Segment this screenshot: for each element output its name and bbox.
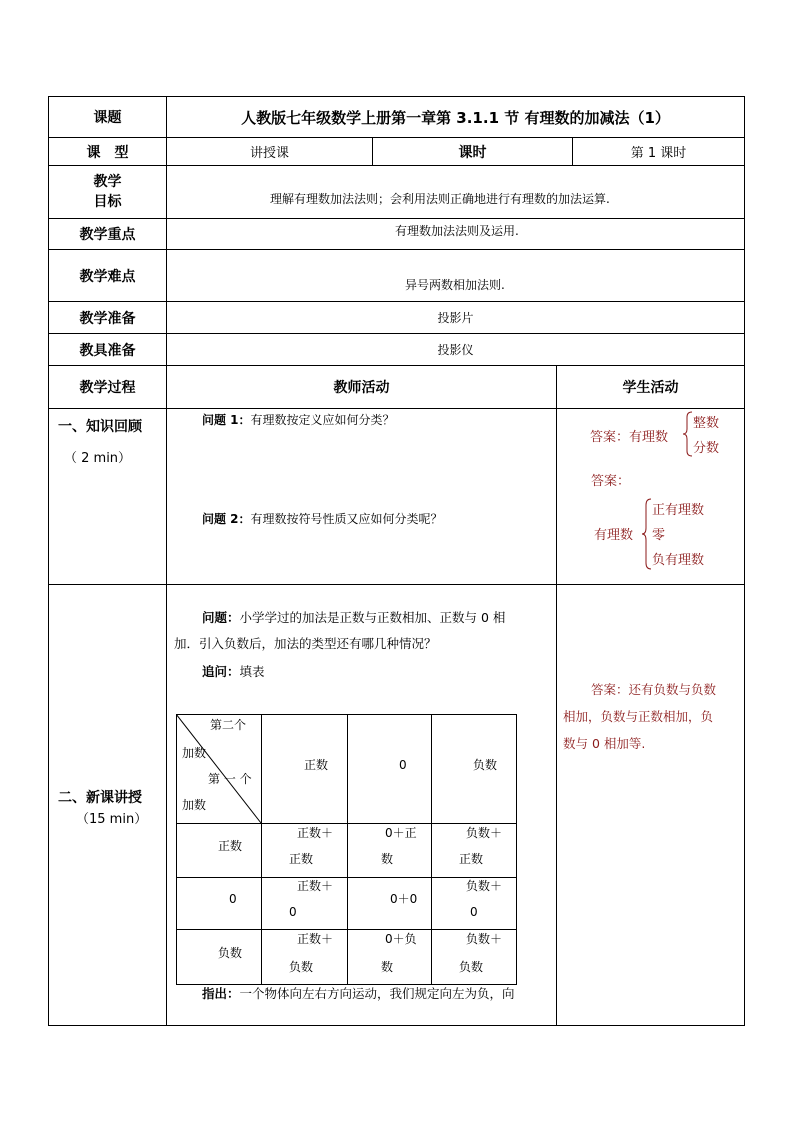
table-cell: 正数＋ (297, 932, 334, 946)
lesson-title: 人教版七年级数学上册第一章第 3.1.1 节 有理数的加减法（1） (241, 108, 670, 127)
teacher-activity-header: 教师活动 (333, 380, 390, 396)
table-cell: 正数＋ (297, 879, 334, 893)
question-1-text: 有理数按定义应如何分类？ (250, 413, 395, 427)
left-brace-icon (683, 411, 693, 457)
goal-value: 理解有理数加法法则；会利用法则正确地进行有理数的加法运算. (270, 192, 610, 206)
table-cell: 0＋0 (390, 892, 418, 906)
answer-2-root: 有理数 (594, 528, 634, 543)
type-label: 课 型 (86, 144, 129, 161)
table-cell: 正数 (459, 852, 484, 866)
period-label: 课时 (458, 144, 487, 161)
tool-label: 教具准备 (79, 342, 136, 359)
corner-first-addend-2: 加数 (182, 798, 207, 812)
answer-2-item-zero: 零 (652, 528, 666, 543)
title-label: 课题 (93, 110, 122, 126)
tool-value: 投影仪 (437, 343, 474, 357)
answer-2-item-positive: 正有理数 (652, 503, 705, 518)
table-cell: 0 (470, 905, 478, 919)
table-cell: 负数 (289, 960, 314, 974)
answer-line-3: 数与 0 相加等. (563, 736, 646, 751)
process-header: 教学过程 (79, 380, 136, 396)
follow-up-text: 填表 (239, 664, 265, 679)
table-cell: 0＋正 (385, 826, 417, 840)
row-header-negative: 负数 (218, 946, 243, 960)
corner-first-addend: 第 一 个 (208, 772, 252, 786)
question-1-label: 问题 1： (202, 413, 251, 427)
table-cell: 负数＋ (466, 932, 503, 946)
answer-1-item-integer: 整数 (693, 416, 720, 431)
key-label: 教学重点 (79, 227, 136, 243)
question-label: 问题： (202, 610, 240, 625)
key-value: 有理数加法法则及运用. (395, 224, 519, 238)
section1-title: 一、知识回顾 (58, 419, 142, 435)
question-2-text: 有理数按符号性质又应如何分类呢？ (250, 512, 443, 526)
table-cell: 数 (381, 960, 394, 974)
question-text-1: 小学学过的加法是正数与正数相加、正数与 0 相 (239, 610, 506, 625)
answer-line-1: 答案：还有负数与负数 (591, 682, 717, 697)
note-label: 指出： (202, 986, 240, 1001)
question-2 (202, 510, 443, 527)
answer-2-prefix: 答案： (591, 474, 631, 489)
section2-title: 二、新课讲授 (58, 790, 142, 806)
answer-1-item-fraction: 分数 (693, 441, 720, 456)
question-2-label: 问题 2： (202, 512, 251, 526)
section2-time: （15 min） (76, 812, 148, 827)
answer-line-2: 相加，负数与正数相加，负 (563, 709, 714, 724)
col-header-positive: 正数 (304, 758, 329, 772)
table-cell: 0 (289, 905, 297, 919)
row-header-zero: 0 (229, 892, 237, 906)
corner-second-addend-2: 加数 (182, 746, 207, 760)
row-header-positive: 正数 (218, 839, 243, 853)
left-brace-icon (642, 498, 652, 570)
question-1 (202, 411, 395, 428)
corner-second-addend: 第二个 (210, 718, 247, 732)
question-line-2: 加．引入负数后，加法的类型还有哪几种情况？ (174, 636, 437, 651)
section1-time: （ 2 min） (64, 451, 132, 466)
answer-2-item-negative: 负有理数 (652, 553, 705, 568)
type-value: 讲授课 (249, 146, 289, 161)
note-text: 一个物体向左右方向运动，我们规定向左为负，向 (239, 986, 515, 1001)
follow-up-label: 追问： (202, 664, 240, 679)
period-value: 第 1 课时 (630, 146, 687, 161)
follow-up (202, 659, 265, 685)
difficulty-label: 教学难点 (79, 268, 136, 285)
table-cell: 正数 (289, 852, 314, 866)
difficulty-value: 异号两数相加法则. (405, 278, 505, 292)
table-cell: 负数＋ (466, 826, 503, 840)
note-line (202, 981, 515, 1007)
goal-label: 教学 目标 (93, 174, 122, 210)
student-activity-header: 学生活动 (622, 380, 679, 396)
question-line-1 (202, 605, 505, 631)
prep-label: 教学准备 (79, 310, 136, 327)
prep-value: 投影片 (437, 311, 474, 325)
answer-1-prefix: 答案：有理数 (590, 430, 669, 445)
table-cell: 正数＋ (297, 826, 334, 840)
table-cell: 数 (381, 852, 394, 866)
col-header-zero: 0 (399, 758, 407, 772)
table-cell: 负数 (459, 960, 484, 974)
table-cell: 0＋负 (385, 932, 417, 946)
table-cell: 负数＋ (466, 879, 503, 893)
col-header-negative: 负数 (473, 758, 498, 772)
